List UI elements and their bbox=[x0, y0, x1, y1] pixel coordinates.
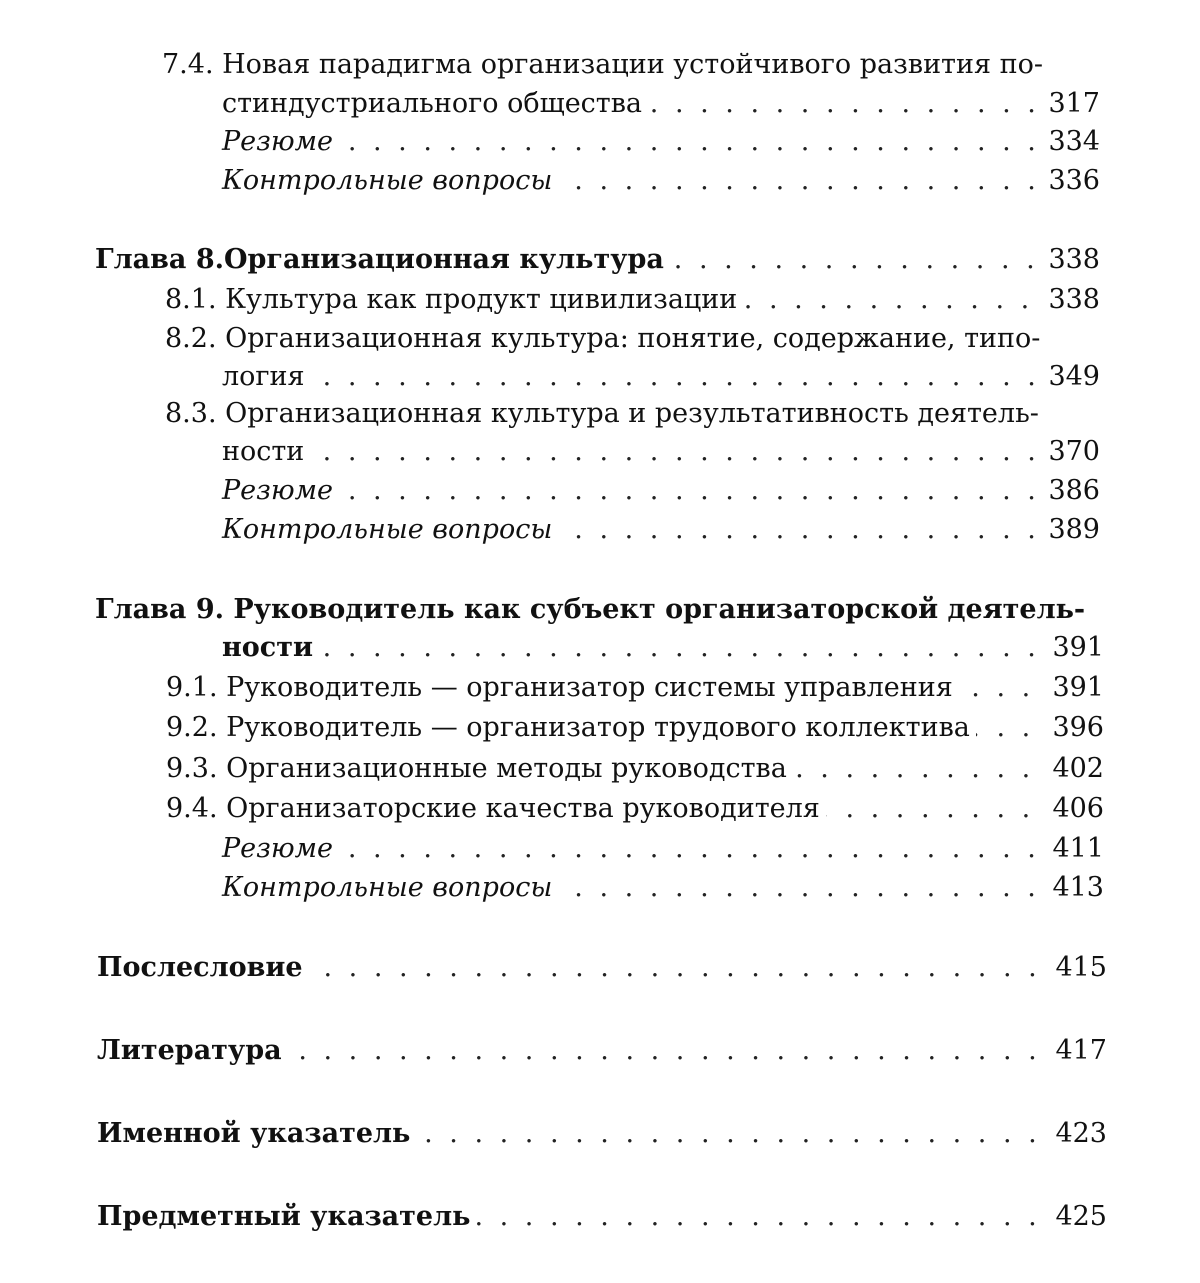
toc-entry-text: стиндустриального общества bbox=[222, 84, 648, 124]
toc-line bbox=[0, 708, 1200, 748]
toc-line bbox=[0, 161, 1200, 201]
toc-page-number: 334 bbox=[1040, 122, 1100, 162]
toc-line bbox=[0, 319, 1200, 359]
dot-leader bbox=[222, 122, 1100, 162]
toc-line bbox=[0, 590, 1200, 630]
toc-line bbox=[0, 84, 1200, 124]
toc-entry-text: 9.2. Руководитель — организатор трудового коллектива bbox=[166, 708, 976, 748]
toc-chapter-title: Именной указатель bbox=[97, 1114, 416, 1154]
toc-entry-text: 9.3. Организационные методы руководства bbox=[166, 749, 793, 789]
toc-page-number: 415 bbox=[1047, 948, 1107, 988]
toc-line bbox=[0, 1031, 1200, 1071]
toc-page-number: 402 bbox=[1044, 749, 1104, 789]
toc-page-number: 423 bbox=[1047, 1114, 1107, 1154]
toc-page-number: 349 bbox=[1040, 357, 1100, 397]
toc-line bbox=[0, 432, 1200, 472]
toc-line bbox=[0, 280, 1200, 320]
toc-chapter-title: Глава 9. Руководитель как субъект организаторской деятель- bbox=[95, 590, 1091, 630]
toc-page-number: 317 bbox=[1040, 84, 1100, 124]
toc-line bbox=[0, 471, 1200, 511]
toc-entry-text: Резюме bbox=[222, 122, 339, 162]
toc-chapter-title: Послесловие bbox=[97, 948, 309, 988]
toc-line bbox=[0, 240, 1200, 280]
toc-line bbox=[0, 357, 1200, 397]
dot-leader bbox=[222, 829, 1104, 869]
toc-entry-text: 8.2. Организационная культура: понятие, содержание, типо- bbox=[165, 319, 1046, 359]
toc-page-number: 386 bbox=[1040, 471, 1100, 511]
toc-entry-text: 8.3. Организационная культура и результативность деятель- bbox=[165, 394, 1045, 434]
toc-line bbox=[0, 868, 1200, 908]
toc-line bbox=[0, 1197, 1200, 1237]
toc-page-number: 406 bbox=[1044, 789, 1104, 829]
toc-page-number: 396 bbox=[1044, 708, 1104, 748]
toc-line bbox=[0, 628, 1200, 668]
toc-line bbox=[0, 1114, 1200, 1154]
dot-leader bbox=[222, 432, 1100, 472]
toc-entry-text: Контрольные вопросы bbox=[222, 510, 558, 550]
toc-chapter-title: Глава 8.Организационная культура bbox=[95, 240, 670, 280]
toc-page-number: 391 bbox=[1044, 628, 1104, 668]
toc-chapter-title: ности bbox=[222, 628, 319, 668]
toc-entry-text: 7.4. Новая парадигма организации устойчивого развития по- bbox=[162, 45, 1049, 85]
toc-line bbox=[0, 789, 1200, 829]
toc-chapter-title: Литература bbox=[97, 1031, 288, 1071]
toc-entry-text: Резюме bbox=[222, 471, 339, 511]
toc-page-number: 391 bbox=[1044, 668, 1104, 708]
toc-page-number: 417 bbox=[1047, 1031, 1107, 1071]
toc-entry-text: Контрольные вопросы bbox=[222, 868, 558, 908]
toc-line bbox=[0, 510, 1200, 550]
toc-entry-text: 9.1. Руководитель — организатор системы управления bbox=[166, 668, 959, 708]
dot-leader bbox=[222, 471, 1100, 511]
toc-entry-text: логия bbox=[222, 357, 311, 397]
toc-page-number: 389 bbox=[1040, 510, 1100, 550]
toc-page-number: 413 bbox=[1044, 868, 1104, 908]
toc-line bbox=[0, 668, 1200, 708]
toc-entry-text: Контрольные вопросы bbox=[222, 161, 558, 201]
toc-entry-text: 8.1. Культура как продукт цивилизации bbox=[165, 280, 743, 320]
toc-page-number: 411 bbox=[1044, 829, 1104, 869]
toc-page-number: 338 bbox=[1040, 280, 1100, 320]
toc-line bbox=[0, 394, 1200, 434]
toc-chapter-title: Предметный указатель bbox=[97, 1197, 476, 1237]
toc-page-number: 370 bbox=[1040, 432, 1100, 472]
toc-entry-text: Резюме bbox=[222, 829, 339, 869]
toc-line bbox=[0, 122, 1200, 162]
toc-line bbox=[0, 948, 1200, 988]
toc-page-number: 425 bbox=[1047, 1197, 1107, 1237]
toc-page-number: 336 bbox=[1040, 161, 1100, 201]
toc-entry-text: 9.4. Организаторские качества руководителя bbox=[166, 789, 826, 829]
dot-leader bbox=[222, 357, 1100, 397]
toc-line bbox=[0, 749, 1200, 789]
dot-leader bbox=[222, 628, 1104, 668]
toc-line bbox=[0, 45, 1200, 85]
toc-page-number: 338 bbox=[1040, 240, 1100, 280]
toc-entry-text: ности bbox=[222, 432, 310, 472]
toc-line bbox=[0, 829, 1200, 869]
